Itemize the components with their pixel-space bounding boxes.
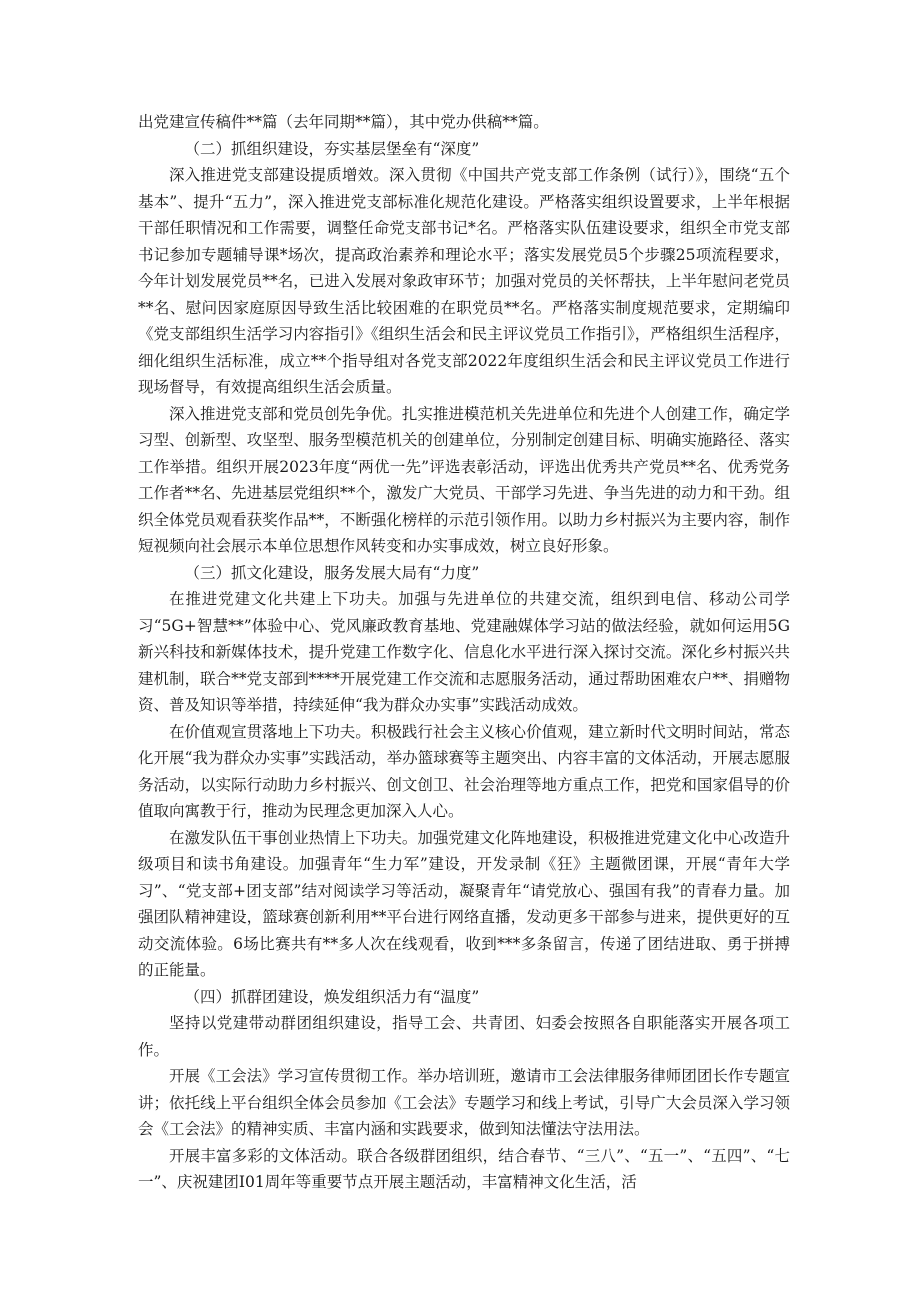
section-heading-culture: （三）抓文化建设，服务发展大局有“力度”: [184, 563, 480, 582]
paragraph-team-enthusiasm: 在激发队伍干事创业热情上下功夫。加强党建文化阵地建设，积极推进党建文化中心改造升级项目和读书角建设。加强青年“生力军”建设，开发录制《狂》主题微团课，开展“青年大学习”、“党支部+团支部”结对阅读学习等活动，凝聚青年“请党放心、强国有我”的青春力量。加强团队精神建设，篮球赛创新利用**平台进行网络直播，发动更多干部参与进来，提供更好的互动交流体验。6场比赛共有**多人次在线观看，收到***多条留言，传递了团结进取、勇于拼搏的正能量。: [138, 828, 790, 979]
paragraph-culture-cobuild: 在推进党建文化共建上下功夫。加强与先进单位的共建交流，组织到电信、移动公司学习“5G+智慧**”体验中心、党风廉政教育基地、党建融媒体学习站的做法经验，就如何运用5G新兴科技和新媒体技术，提升党建工作数字化、信息化水平进行深入探讨交流。深化乡村振兴共建机制，联合**党支部到****开展党建工作交流和志愿服务活动，通过帮助困难农户**、捐赠物资、普及知识等举措，持续延伸“我为群众办实事”实践活动成效。: [138, 590, 790, 714]
paragraph-branch-quality: 深入推进党支部建设提质增效。深入贯彻《中国共产党支部工作条例（试行）》，围绕“五个基本”、提升“五力”，深入推进党支部标准化规范化建设。严格落实组织设置要求，上半年根据干部任职情况和工作需要，调整任命党支部书记*名。严格落实队伍建设要求，组织全市党支部书记参加专题辅导课*场次，提高政治素养和理论水平；落实发展党员5个步骤25项流程要求，今年计划发展党员**名，已进入发展对象政审环节；加强对党员的关怀帮扶，上半年慰问老党员**名、慰问因家庭原因导致生活比较困难的在职党员**名。严格落实制度规范要求，定期编印《党支部组织生活学习内容指引》《组织生活会和民主评议党员工作指引》，严格组织生活程序，细化组织生活标准，成立**个指导组对各党支部2022年度组织生活会和民主评议党员工作进行现场督导，有效提高组织生活会质量。: [138, 166, 790, 396]
paragraph-values: 在价值观宣贯落地上下功夫。积极践行社会主义核心价值观，建立新时代文明时间站，常态化开展“我为群众办实事”实践活动，举办篮球赛等主题突出、内容丰富的文体活动，开展志愿服务活动，以实际行动助力乡村振兴、创文创卫、社会治理等地方重点工作，把党和国家倡导的价值取向寓教于行，推动为民理念更加深入人心。: [138, 722, 790, 820]
section-heading-mass-org: （四）抓群团建设，焕发组织活力有“温度”: [184, 987, 480, 1006]
paragraph-union-law: 开展《工会法》学习宣传贯彻工作。举办培训班，邀请市工会法律服务律师团团长作专题宣讲；依托线上平台组织全体会员参加《工会法》专题学习和线上考试，引导广大会员深入学习领会《工会法》的精神实质、丰富内涵和实践要求，做到知法懂法守法用法。: [138, 1067, 790, 1138]
paragraph-continuation: 出党建宣传稿件**篇（去年同期**篇），其中党办供稿**篇。: [138, 113, 549, 131]
paragraph-excellence: 深入推进党支部和党员创先争优。扎实推进模范机关先进单位和先进个人创建工作，确定学习型、创新型、攻坚型、服务型模范机关的创建单位，分别制定创建目标、明确实施路径、落实工作举措。组织开展2023年度“两优一先”评选表彰活动，评选出优秀共产党员**名、优秀党务工作者**名、先进基层党组织**个，激发广大党员、干部学习先进、争当先进的动力和干劲。组织全体党员观看获奖作品**，不断强化榜样的示范引领作用。以助力乡村振兴为主要内容，制作短视频向社会展示本单位思想作风转变和办实事成效，树立良好形象。: [138, 404, 790, 555]
section-heading-organization: （二）抓组织建设，夯实基层堡垒有“深度”: [184, 139, 480, 158]
paragraph-mass-org-guidance: 坚持以党建带动群团组织建设，指导工会、共青团、妇委会按照各自职能落实开展各项工作。: [138, 1014, 790, 1059]
paragraph-activities: 开展丰富多彩的文体活动。联合各级群团组织，结合春节、“三八”、“五一”、“五四”、“七一”、庆祝建团I01周年等重要节点开展主题活动，丰富精神文化生活，活: [138, 1146, 790, 1191]
document-page: [138, 109, 790, 1196]
